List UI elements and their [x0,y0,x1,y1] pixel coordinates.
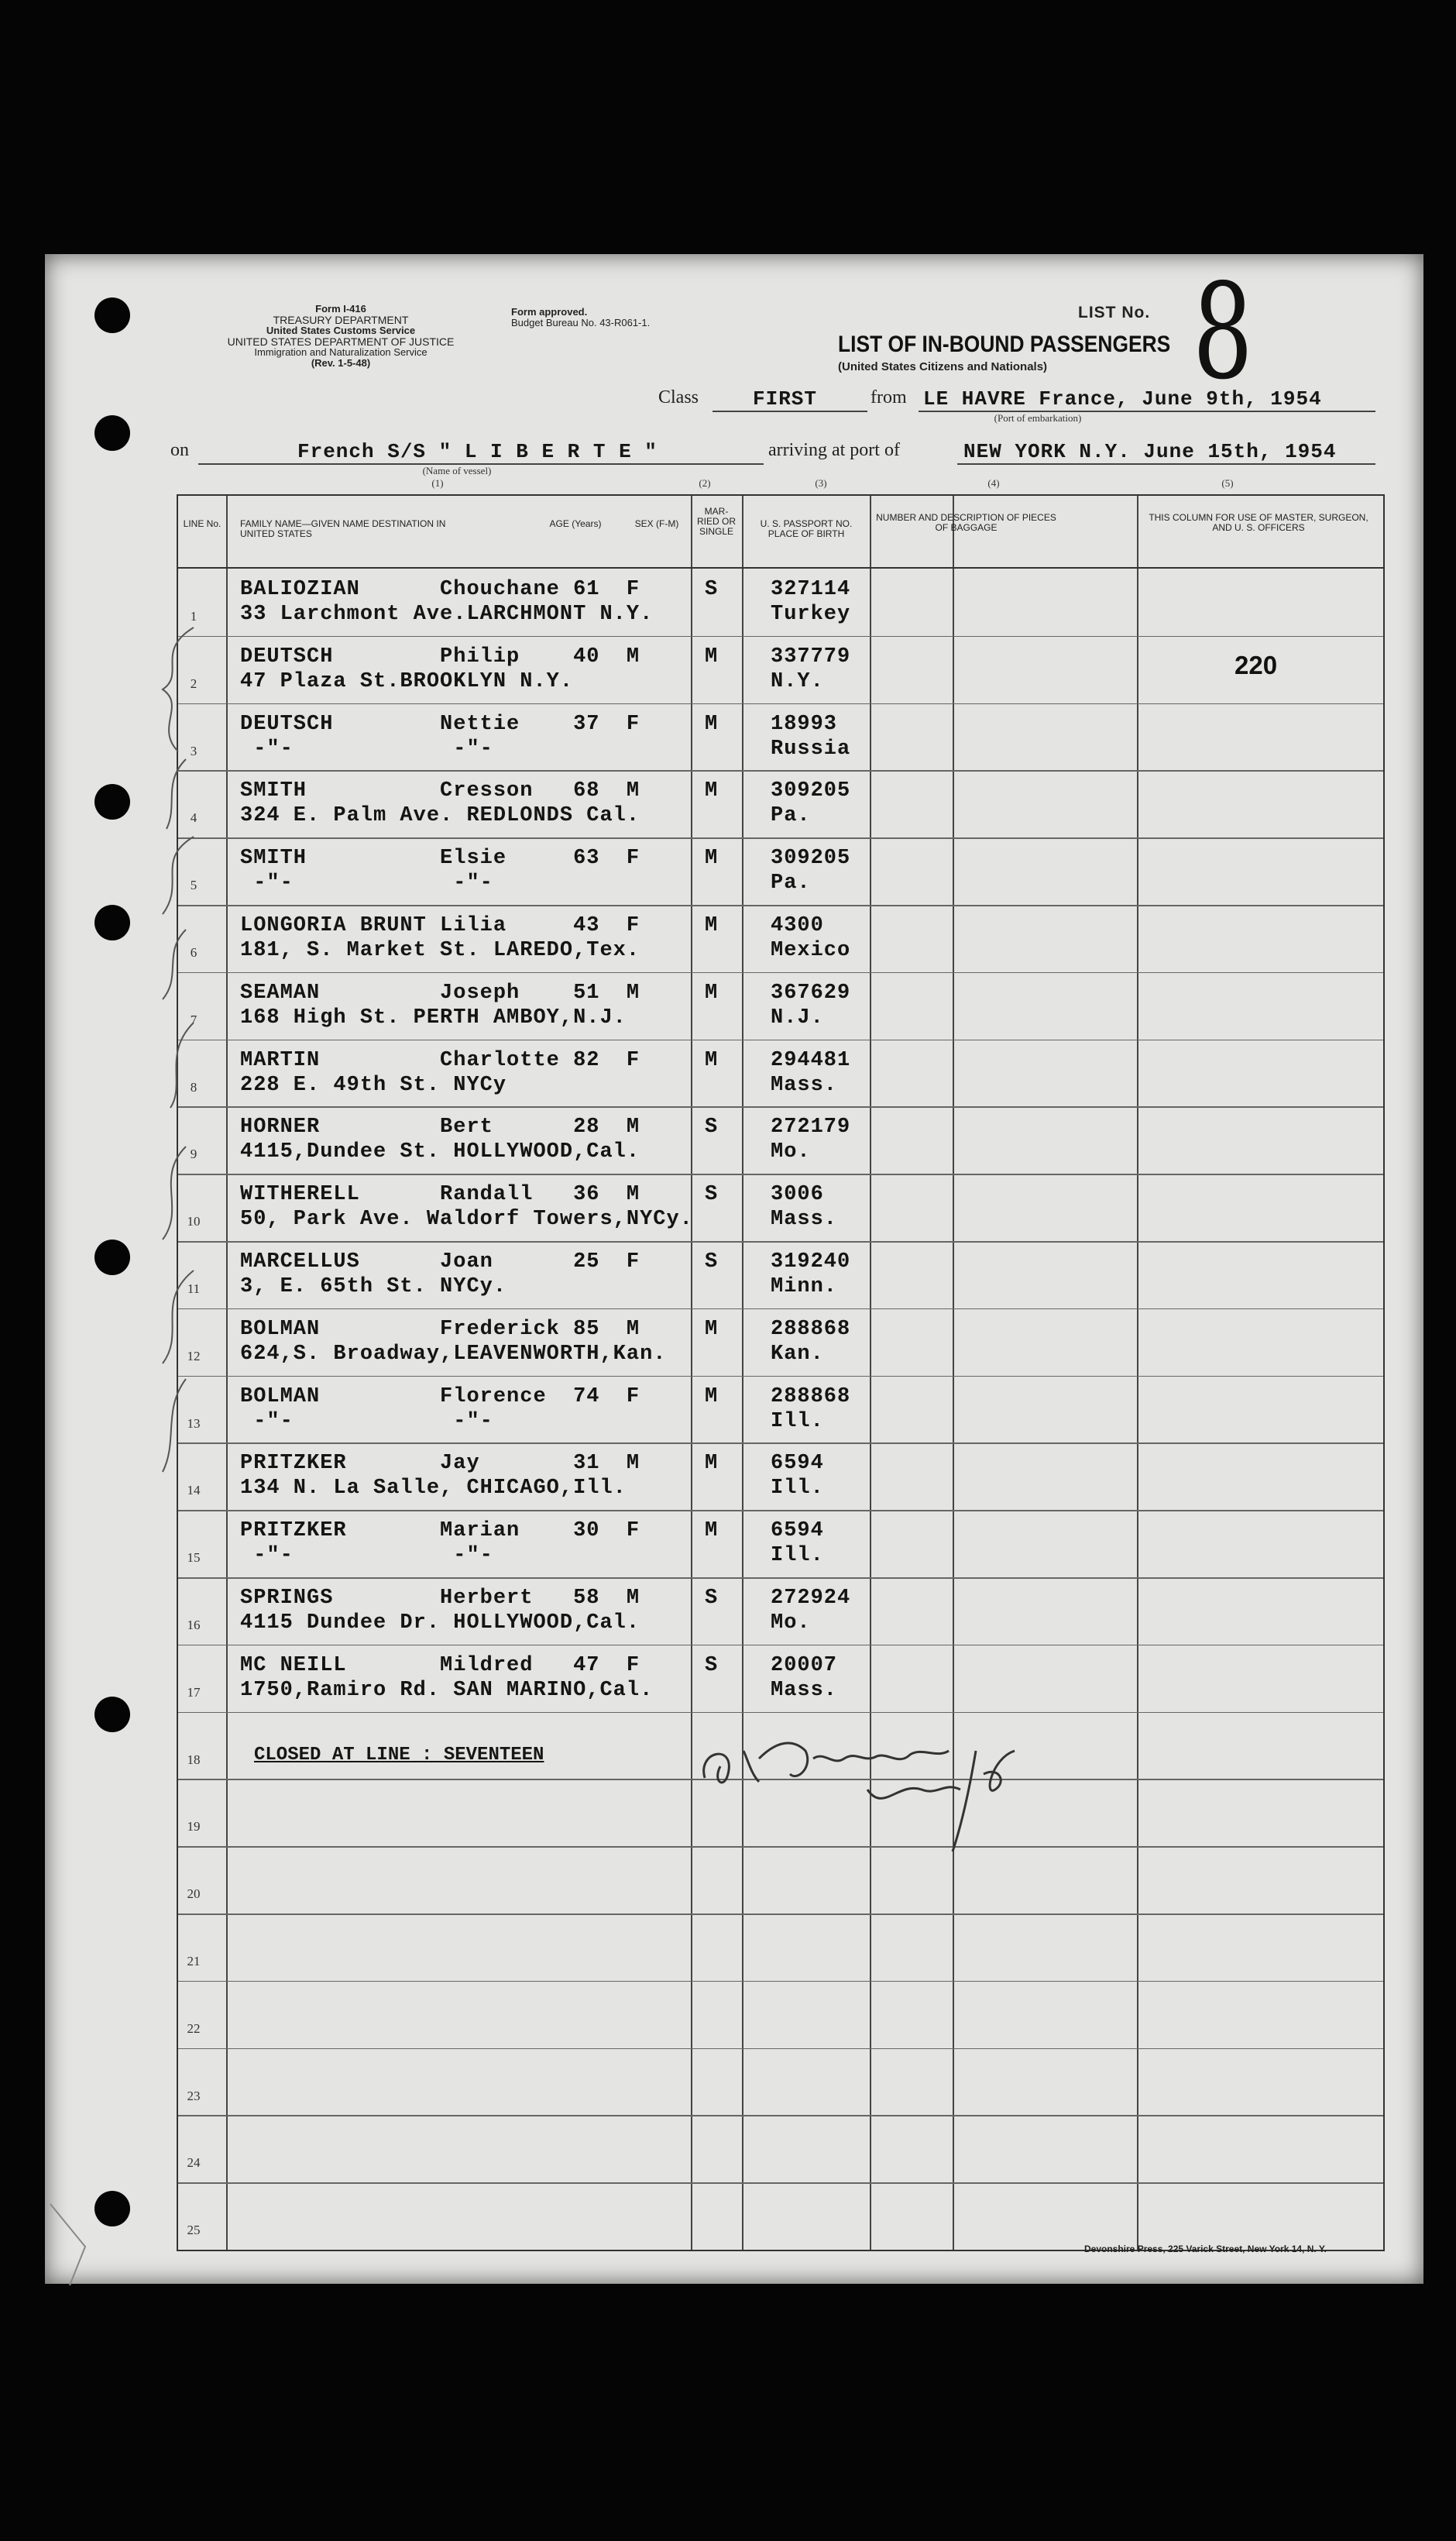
arrival-underline [957,463,1375,465]
row-rule [178,1981,1383,1982]
passenger-name: LONGORIA BRUNT Lilia 43 F [240,914,640,937]
customs-service: United States Customs Service [266,325,416,336]
officer-signature [689,1704,1154,1859]
passenger-destination: 4115 Dundee Dr. HOLLYWOOD,Cal. [240,1611,640,1635]
place-of-birth: Mass. [771,1073,838,1097]
col-divider [953,496,954,2250]
row-rule [178,703,1383,705]
passenger-destination: 324 E. Palm Ave. REDLONDS Cal. [240,804,640,828]
passenger-destination: 50, Park Ave. Waldorf Towers,NYCy. [240,1208,693,1232]
row-rule [178,1040,1383,1041]
col-officers: THIS COLUMN FOR USE OF MASTER, SURGEON, AND U. S. OFFICERS [1149,512,1368,533]
line-number: 15 [187,1550,201,1566]
passport-no: 6594 [771,1519,824,1543]
printer-footer: Devonshire Press, 225 Varick Street, New York 14, N. Y. [1084,2244,1327,2254]
married-single: S [705,578,719,601]
col-line-no: LINE No. [183,518,221,529]
row-rule [178,770,1383,772]
row-rule [178,1174,1383,1175]
passenger-name: SMITH Cresson 68 M [240,779,640,803]
married-single: S [705,1116,719,1140]
row-rule [178,972,1383,974]
place-of-birth: Pa. [771,872,811,896]
row-rule [178,2182,1383,2184]
passenger-destination: 134 N. La Salle, CHICAGO,Ill. [240,1477,627,1501]
col-divider [870,496,871,2250]
passenger-name: HORNER Bert 28 M [240,1116,640,1140]
col-passport: U. S. PASSPORT NO. PLACE OF BIRTH [760,518,853,539]
form-number: Form I-416 [315,303,366,315]
line-number: 11 [187,1281,201,1296]
passenger-name: MC NEILL Mildred 47 F [240,1653,640,1677]
row-rule [178,1645,1383,1646]
passenger-name: SEAMAN Joseph 51 M [240,981,640,1005]
passport-no: 309205 [771,779,851,803]
passenger-destination: 624,S. Broadway,LEAVENWORTH,Kan. [240,1342,667,1366]
passenger-name: DEUTSCH Philip 40 M [240,645,640,669]
line-number: 22 [187,2020,201,2036]
margin-tally-marks [139,604,232,1518]
married-single: M [705,1317,719,1341]
col-divider [742,496,743,2250]
line-number: 1 [190,609,197,624]
place-of-birth: Kan. [771,1342,824,1366]
passenger-name: MARCELLUS Joan 25 F [240,1250,640,1274]
justice-dept: UNITED STATES DEPARTMENT OF JUSTICE [227,335,455,348]
place-of-birth: Turkey [771,603,851,626]
row-rule [178,1442,1383,1444]
line-number: 12 [187,1348,201,1363]
line-number: 13 [187,1415,201,1431]
married-single: M [705,1452,719,1476]
class-label: Class [658,387,699,407]
passport-no: 327114 [771,578,851,601]
married-single: M [705,1519,719,1543]
list-no-label: LIST No. [1078,304,1151,321]
passenger-name: SPRINGS Herbert 58 M [240,1587,640,1610]
married-single: M [705,1384,719,1408]
on-label: on [170,440,189,460]
col-baggage: NUMBER AND DESCRIPTION OF PIECES OF BAGGAGE [876,512,1056,533]
place-of-birth: Russia [771,737,851,761]
budget-bureau: Budget Bureau No. 43-R061-1. [511,317,651,328]
passenger-destination: 1750,Ramiro Rd. SAN MARINO,Cal. [240,1678,654,1702]
passport-no: 309205 [771,847,851,871]
passport-no: 6594 [771,1452,824,1476]
line-number: 14 [187,1483,201,1498]
binder-hole [94,297,130,333]
line-number: 19 [187,1819,201,1834]
col-number: (1) [431,477,444,489]
place-of-birth: Minn. [771,1275,838,1298]
place-of-birth: N.Y. [771,669,824,693]
line-number: 16 [187,1618,201,1632]
passenger-name: DEUTSCH Nettie 37 F [240,712,640,736]
passenger-destination: -"- -"- [240,737,493,761]
col-age: AGE (Years) [549,518,602,529]
line-number: 6 [190,945,197,960]
row-rule [178,1913,1383,1915]
married-single: M [705,712,719,736]
line-number: 24 [187,2155,201,2171]
col-divider [1137,496,1138,2250]
list-no-value: 8 [1193,256,1253,409]
ins-service: Immigration and Naturalization Service [254,346,428,358]
vessel-name: French S/S " L I B E R T E " [297,440,658,463]
passenger-name: BOLMAN Florence 74 F [240,1384,640,1408]
passenger-destination: 228 E. 49th St. NYCy [240,1073,507,1097]
passport-no: 288868 [771,1384,851,1408]
binder-hole [94,415,130,451]
married-single: M [705,645,719,669]
line-number: 7 [190,1012,197,1027]
passport-no: 18993 [771,712,838,736]
passenger-name: BALIOZIAN Chouchane 61 F [240,578,640,601]
passenger-destination: -"- -"- [240,1544,493,1568]
row-rule [178,1308,1383,1310]
line-number: 9 [190,1147,197,1162]
passport-no: 4300 [771,914,824,937]
header-rule [178,567,1383,569]
col-number: (5) [1221,477,1234,489]
binder-hole [94,1697,130,1732]
married-single: S [705,1587,719,1610]
class-value: FIRST [753,387,818,411]
passenger-name: SMITH Elsie 63 F [240,847,640,871]
form-approval [511,307,650,328]
binder-hole [94,905,130,940]
page-title: LIST OF IN-BOUND PASSENGERS [838,332,1171,357]
passenger-name: WITHERELL Randall 36 M [240,1183,640,1207]
passport-no: 367629 [771,981,851,1005]
passenger-name: MARTIN Charlotte 82 F [240,1048,640,1072]
line-number: 10 [187,1214,201,1229]
line-number: 17 [187,1684,201,1700]
vessel-caption: (Name of vessel) [422,465,492,476]
place-of-birth: Ill. [771,1477,824,1501]
officer-count: 220 [1235,651,1278,679]
married-single: M [705,779,719,803]
passenger-destination: 33 Larchmont Ave.LARCHMONT N.Y. [240,603,654,626]
passenger-table [177,494,1385,2251]
place-of-birth: N.J. [771,1006,824,1030]
col-number: (3) [815,477,827,489]
port-of-embarkation: LE HAVRE France, June 9th, 1954 [923,387,1322,411]
from-label: from [871,387,907,407]
passenger-destination: 168 High St. PERTH AMBOY,N.J. [240,1006,627,1030]
col-number: (4) [987,477,1000,489]
passport-no: 288868 [771,1317,851,1341]
passenger-destination: 47 Plaza St.BROOKLYN N.Y. [240,669,574,693]
married-single: M [705,914,719,937]
married-single: M [705,847,719,871]
married-single: M [705,981,719,1005]
port-of-arrival: NEW YORK N.Y. June 15th, 1954 [963,440,1337,463]
passport-no: 3006 [771,1183,824,1207]
passport-no: 272924 [771,1587,851,1610]
passport-no: 294481 [771,1048,851,1072]
line-number: 21 [187,1954,201,1969]
col-married: MAR- RIED OR SINGLE [696,506,736,537]
line-number: 20 [187,1886,201,1902]
row-rule [178,905,1383,906]
arriving-label: arriving at port of [768,440,900,460]
married-single: M [705,1048,719,1072]
married-single: S [705,1183,719,1207]
place-of-birth: Ill. [771,1409,824,1433]
passport-no: 20007 [771,1653,838,1677]
row-rule [178,1510,1383,1511]
place-of-birth: Mass. [771,1678,838,1702]
place-of-birth: Mo. [771,1611,811,1635]
passenger-destination: 181, S. Market St. LAREDO,Tex. [240,939,640,962]
closed-note: CLOSED AT LINE : SEVENTEEN [254,1745,544,1766]
binder-hole [94,1240,130,1275]
passenger-name: PRITZKER Marian 30 F [240,1519,640,1543]
passenger-destination: -"- -"- [240,872,493,896]
row-rule [178,1376,1383,1377]
row-rule [178,1241,1383,1243]
place-of-birth: Mass. [771,1208,838,1232]
passport-no: 319240 [771,1250,851,1274]
line-number: 4 [190,810,197,826]
place-of-birth: Pa. [771,804,811,828]
married-single: S [705,1653,719,1677]
place-of-birth: Mexico [771,939,851,962]
line-number: 25 [187,2223,201,2238]
col-sex: SEX (F-M) [634,518,679,529]
place-of-birth: Ill. [771,1544,824,1568]
form-approved: Form approved. [511,306,588,318]
port-embark-caption: (Port of embarkation) [994,412,1082,424]
corner-mark [46,2200,93,2293]
passenger-name: PRITZKER Jay 31 M [240,1452,640,1476]
col-name: FAMILY NAME—GIVEN NAME DESTINATION IN UNITED STATES [240,518,446,539]
married-single: S [705,1250,719,1274]
row-rule [178,2115,1383,2116]
passenger-destination: 3, E. 65th St. NYCy. [240,1275,507,1298]
treasury-dept: TREASURY DEPARTMENT [273,314,409,326]
class-underline [713,411,867,412]
passport-no: 337779 [771,645,851,669]
line-number: 3 [190,743,197,758]
passenger-destination: -"- -"- [240,1409,493,1433]
row-rule [178,2048,1383,2050]
passport-no: 272179 [771,1116,851,1140]
binder-hole [94,784,130,820]
binder-hole [94,2191,130,2226]
row-rule [178,636,1383,638]
line-number: 8 [190,1079,197,1095]
col-number: (2) [699,477,711,489]
row-rule [178,1577,1383,1579]
row-rule [178,1106,1383,1108]
line-number: 23 [187,2088,201,2103]
line-number: 18 [187,1752,201,1767]
row-rule [178,837,1383,839]
revision-date: (Rev. 1-5-48) [311,357,371,369]
form-header-left [170,304,511,369]
line-number: 5 [190,878,197,893]
page-subtitle: (United States Citizens and Nationals) [838,360,1048,373]
passenger-name: BOLMAN Frederick 85 M [240,1317,640,1341]
place-of-birth: Mo. [771,1140,811,1164]
line-number: 2 [190,676,197,691]
passenger-destination: 4115,Dundee St. HOLLYWOOD,Cal. [240,1140,640,1164]
col-divider [691,496,692,2250]
